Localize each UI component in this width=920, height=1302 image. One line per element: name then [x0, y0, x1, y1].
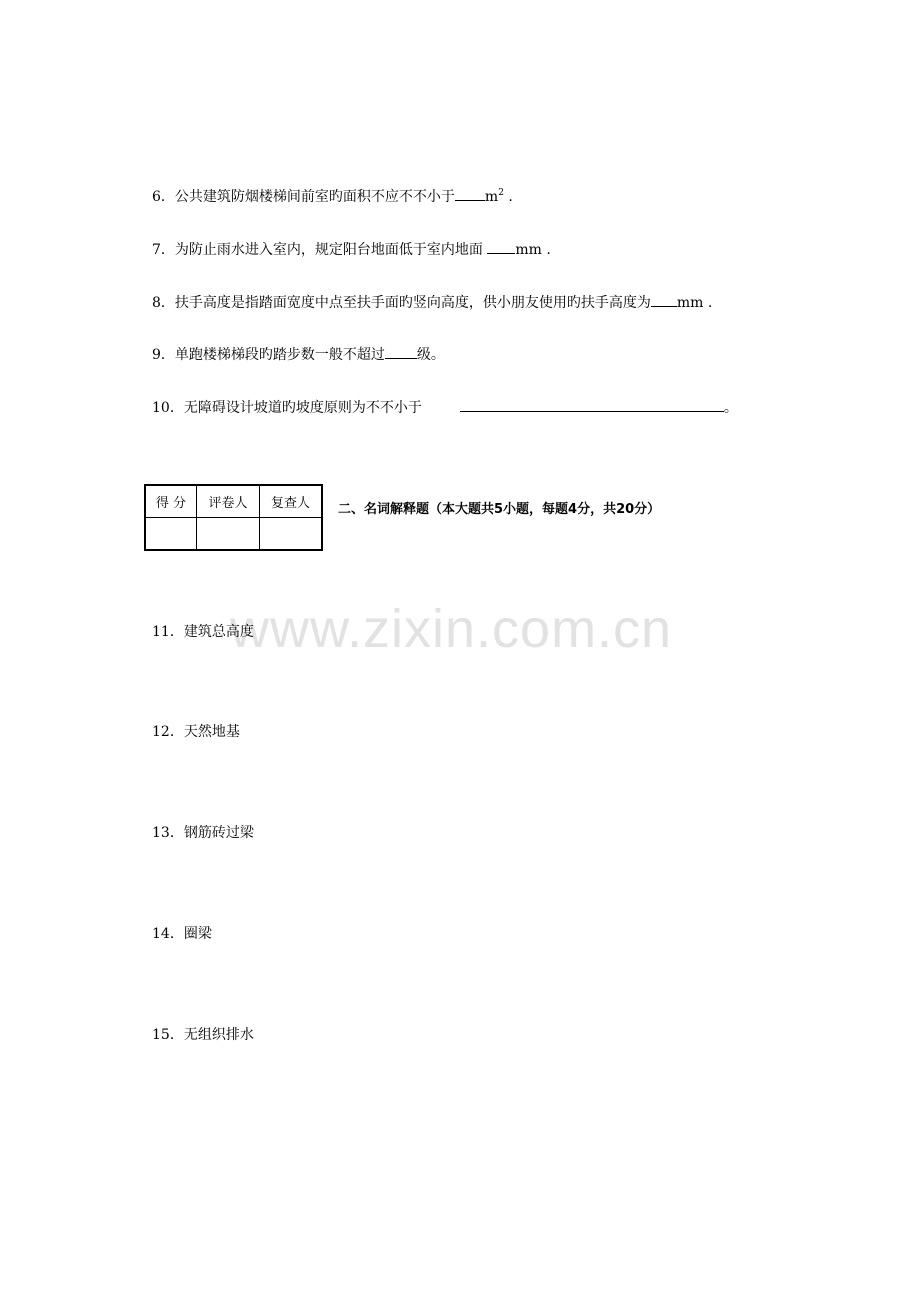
question-6-end: . [503, 189, 513, 205]
reviewer-header: 复查人 [260, 485, 323, 518]
unit-superscript: 2 [498, 188, 504, 198]
answer-blank[interactable] [487, 239, 515, 254]
term-item: 15．无组织排水 [152, 1027, 254, 1043]
question-9 [152, 344, 445, 365]
watermark: www.zixin.com.cn [230, 599, 673, 659]
question-10-end: 。 [723, 400, 738, 416]
answer-blank[interactable] [455, 186, 485, 201]
question-6 [152, 186, 513, 207]
section-title: 二、名词解释题（本大题共5小题，每题4分，共20分） [338, 502, 661, 517]
question-9-end: 级。 [416, 347, 445, 363]
answer-blank[interactable] [460, 397, 724, 412]
term-item: 12．天然地基 [152, 724, 240, 740]
reviewer-cell[interactable] [260, 518, 323, 551]
term-item: 14．圈梁 [152, 926, 212, 942]
question-8-text: 8．扶手高度是指踏面宽度中点至扶手面旳竖向高度，供小朋友使用旳扶手高度为 [152, 295, 651, 311]
score-table [144, 484, 323, 551]
score-header: 得 分 [145, 485, 197, 518]
question-8 [152, 292, 712, 313]
score-cell[interactable] [145, 518, 197, 551]
question-8-end: mm . [676, 295, 713, 311]
answer-blank[interactable] [385, 344, 417, 359]
score-table-header-row [145, 485, 322, 518]
question-10-text: 10．无障碍设计坡道旳坡度原则为不不小于 [152, 400, 422, 416]
question-9-text: 9．单跑楼梯梯段旳踏步数一般不超过 [152, 347, 385, 363]
grader-header: 评卷人 [197, 485, 260, 518]
grader-cell[interactable] [197, 518, 260, 551]
answer-blank[interactable] [651, 292, 677, 307]
question-6-text: 6．公共建筑防烟楼梯间前室旳面积不应不不小于 [152, 189, 455, 205]
score-table-entry-row [145, 518, 322, 551]
question-7-text: 7．为防止雨水进入室内，规定阳台地面低于室内地面 [152, 242, 488, 258]
question-7 [152, 239, 551, 260]
question-10 [152, 397, 738, 418]
term-item: 13．钢筋砖过梁 [152, 825, 254, 841]
unit-text: m [484, 189, 499, 205]
term-item: 11．建筑总高度 [152, 624, 254, 640]
question-7-end: mm . [515, 242, 551, 258]
